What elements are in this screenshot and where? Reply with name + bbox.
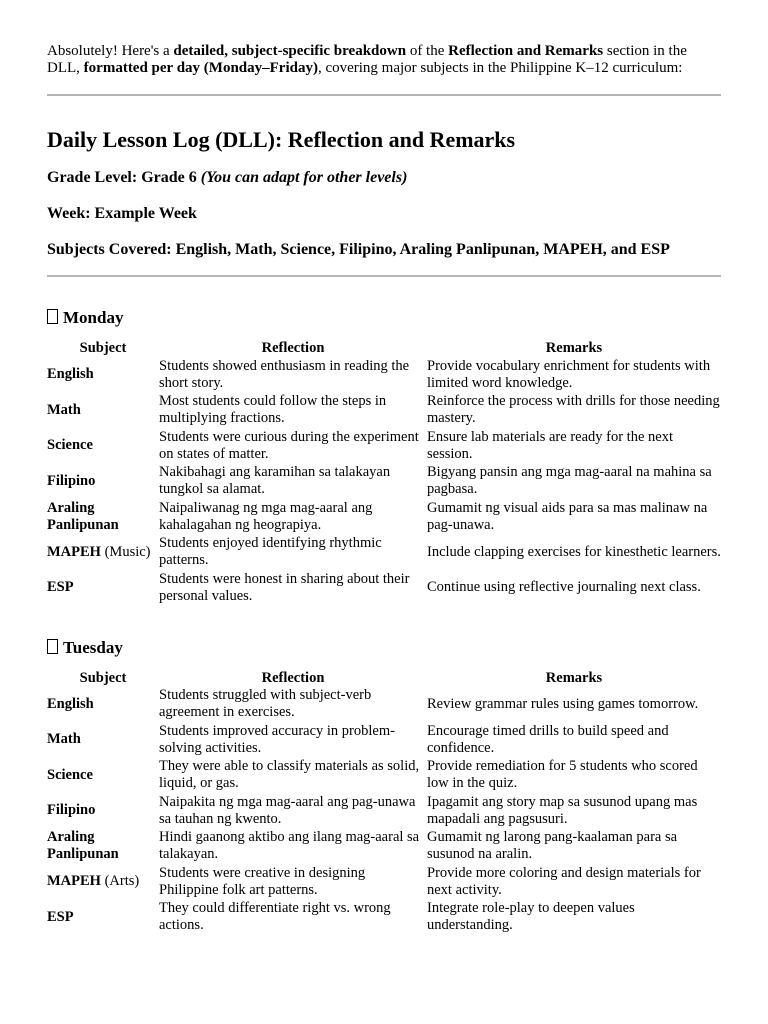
reflection-cell: Students showed enthusiasm in reading the short story. bbox=[159, 357, 410, 391]
subject-cell: MAPEH (Arts) bbox=[47, 873, 140, 890]
remarks-cell: Provide remediation for 5 students who scored low in the quiz. bbox=[427, 758, 698, 792]
table-row bbox=[47, 393, 721, 429]
remarks-cell: Gumamit ng larong pang-kaalaman para sa susunod na aralin. bbox=[427, 829, 678, 863]
remarks-cell: Bigyang pansin ang mga mag-aaral na mahina sa pagbasa. bbox=[427, 464, 712, 498]
subject-cell: MAPEH (Music) bbox=[47, 543, 151, 560]
reflection-table-tuesday bbox=[47, 668, 721, 936]
subject-cell: Araling Panlipunan bbox=[47, 499, 119, 533]
week-label: Week: Example Week bbox=[47, 205, 197, 222]
table-row bbox=[47, 829, 721, 865]
day-heading-tuesday: Tuesday bbox=[47, 638, 721, 658]
remarks-cell: Include clapping exercises for kinesthetic learners. bbox=[427, 543, 721, 560]
table-row bbox=[47, 758, 721, 794]
table-row bbox=[47, 864, 721, 900]
subject-cell: Science bbox=[47, 437, 93, 454]
checkbox-icon bbox=[47, 309, 58, 324]
reflection-cell: Naipaliwanag ng mga mag-aaral ang kahalagahan ng heograpiya. bbox=[159, 499, 373, 533]
table-row bbox=[47, 428, 721, 464]
table-row bbox=[47, 464, 721, 500]
table-row bbox=[47, 535, 721, 571]
remarks-cell: Provide vocabulary enrichment for students with limited word knowledge. bbox=[427, 357, 711, 391]
page-title: Daily Lesson Log (DLL): Reflection and Remarks bbox=[47, 127, 516, 152]
document-page bbox=[47, 43, 721, 935]
reflection-table-monday bbox=[47, 338, 721, 606]
reflection-cell: They could differentiate right vs. wrong actions. bbox=[159, 900, 391, 934]
table-row bbox=[47, 722, 721, 758]
table-row bbox=[47, 499, 721, 535]
table-row bbox=[47, 570, 721, 606]
reflection-cell: Most students could follow the steps in multiplying fractions. bbox=[159, 393, 387, 427]
col-header-remarks: Remarks bbox=[545, 340, 603, 356]
intro-paragraph: Absolutely! Here's a detailed, subject-specific breakdown of the Reflection and Remarks section in the DLL, formatted per day (Monday–Friday), covering major subjects in the Philippine K–12 curriculum: bbox=[47, 43, 687, 76]
reflection-cell: Students struggled with subject-verb agreement in exercises. bbox=[159, 687, 372, 721]
subject-cell: Araling Panlipunan bbox=[47, 829, 119, 863]
subjects-covered: Subjects Covered: English, Math, Science, Filipino, Araling Panlipunan, MAPEH, and ESP bbox=[47, 241, 670, 258]
remarks-cell: Ipagamit ang story map sa susunod upang mas mapadali ang pagsusuri. bbox=[427, 793, 698, 827]
table-row bbox=[47, 357, 721, 393]
remarks-cell: Continue using reflective journaling next class. bbox=[427, 579, 701, 596]
subject-cell: English bbox=[47, 366, 94, 383]
subject-cell: Math bbox=[47, 731, 81, 748]
remarks-cell: Provide more coloring and design materials for next activity. bbox=[427, 864, 701, 898]
remarks-cell: Reinforce the process with drills for those needing mastery. bbox=[427, 393, 720, 427]
grade-level: Grade Level: Grade 6 (You can adapt for other levels) bbox=[47, 169, 408, 186]
reflection-cell: Nakibahagi ang karamihan sa talakayan tungkol sa alamat. bbox=[159, 464, 391, 498]
reflection-cell: Students were honest in sharing about their personal values. bbox=[159, 570, 410, 604]
day-heading-monday: Monday bbox=[47, 308, 721, 328]
reflection-cell: Students were curious during the experiment on states of matter. bbox=[159, 428, 419, 462]
remarks-cell: Integrate role-play to deepen values understanding. bbox=[427, 900, 635, 934]
subject-cell: ESP bbox=[47, 579, 74, 596]
col-header-reflection: Reflection bbox=[261, 340, 325, 356]
subject-cell: English bbox=[47, 695, 94, 712]
reflection-cell: Hindi gaanong aktibo ang ilang mag-aaral sa talakayan. bbox=[159, 829, 420, 863]
table-header-row bbox=[47, 668, 721, 687]
reflection-cell: Students improved accuracy in problem-solving activities. bbox=[159, 722, 395, 756]
reflection-cell: Students enjoyed identifying rhythmic patterns. bbox=[159, 535, 382, 569]
subject-cell: Science bbox=[47, 766, 93, 783]
col-header-subject: Subject bbox=[79, 340, 127, 356]
remarks-cell: Gumamit ng visual aids para sa mas malinaw na pag-unawa. bbox=[427, 499, 708, 533]
checkbox-icon bbox=[47, 639, 58, 654]
subject-cell: Filipino bbox=[47, 802, 96, 819]
reflection-cell: Students were creative in designing Philippine folk art patterns. bbox=[159, 864, 366, 898]
col-header-subject: Subject bbox=[79, 669, 127, 686]
subject-cell: Filipino bbox=[47, 472, 96, 489]
table-row bbox=[47, 687, 721, 723]
reflection-cell: They were able to classify materials as solid, liquid, or gas. bbox=[159, 758, 420, 792]
col-header-remarks: Remarks bbox=[545, 669, 603, 686]
col-header-reflection: Reflection bbox=[261, 669, 325, 686]
reflection-cell: Naipakita ng mga mag-aaral ang pag-unawa sa tauhan ng kwento. bbox=[159, 793, 416, 827]
divider bbox=[47, 94, 721, 96]
subject-cell: Math bbox=[47, 401, 81, 418]
table-row bbox=[47, 900, 721, 936]
table-header-row bbox=[47, 338, 721, 357]
remarks-cell: Review grammar rules using games tomorrow. bbox=[427, 695, 699, 712]
remarks-cell: Encourage timed drills to build speed and confidence. bbox=[427, 722, 669, 756]
subject-cell: ESP bbox=[47, 908, 74, 925]
divider bbox=[47, 275, 721, 277]
remarks-cell: Ensure lab materials are ready for the next session. bbox=[427, 428, 673, 462]
table-row bbox=[47, 793, 721, 829]
